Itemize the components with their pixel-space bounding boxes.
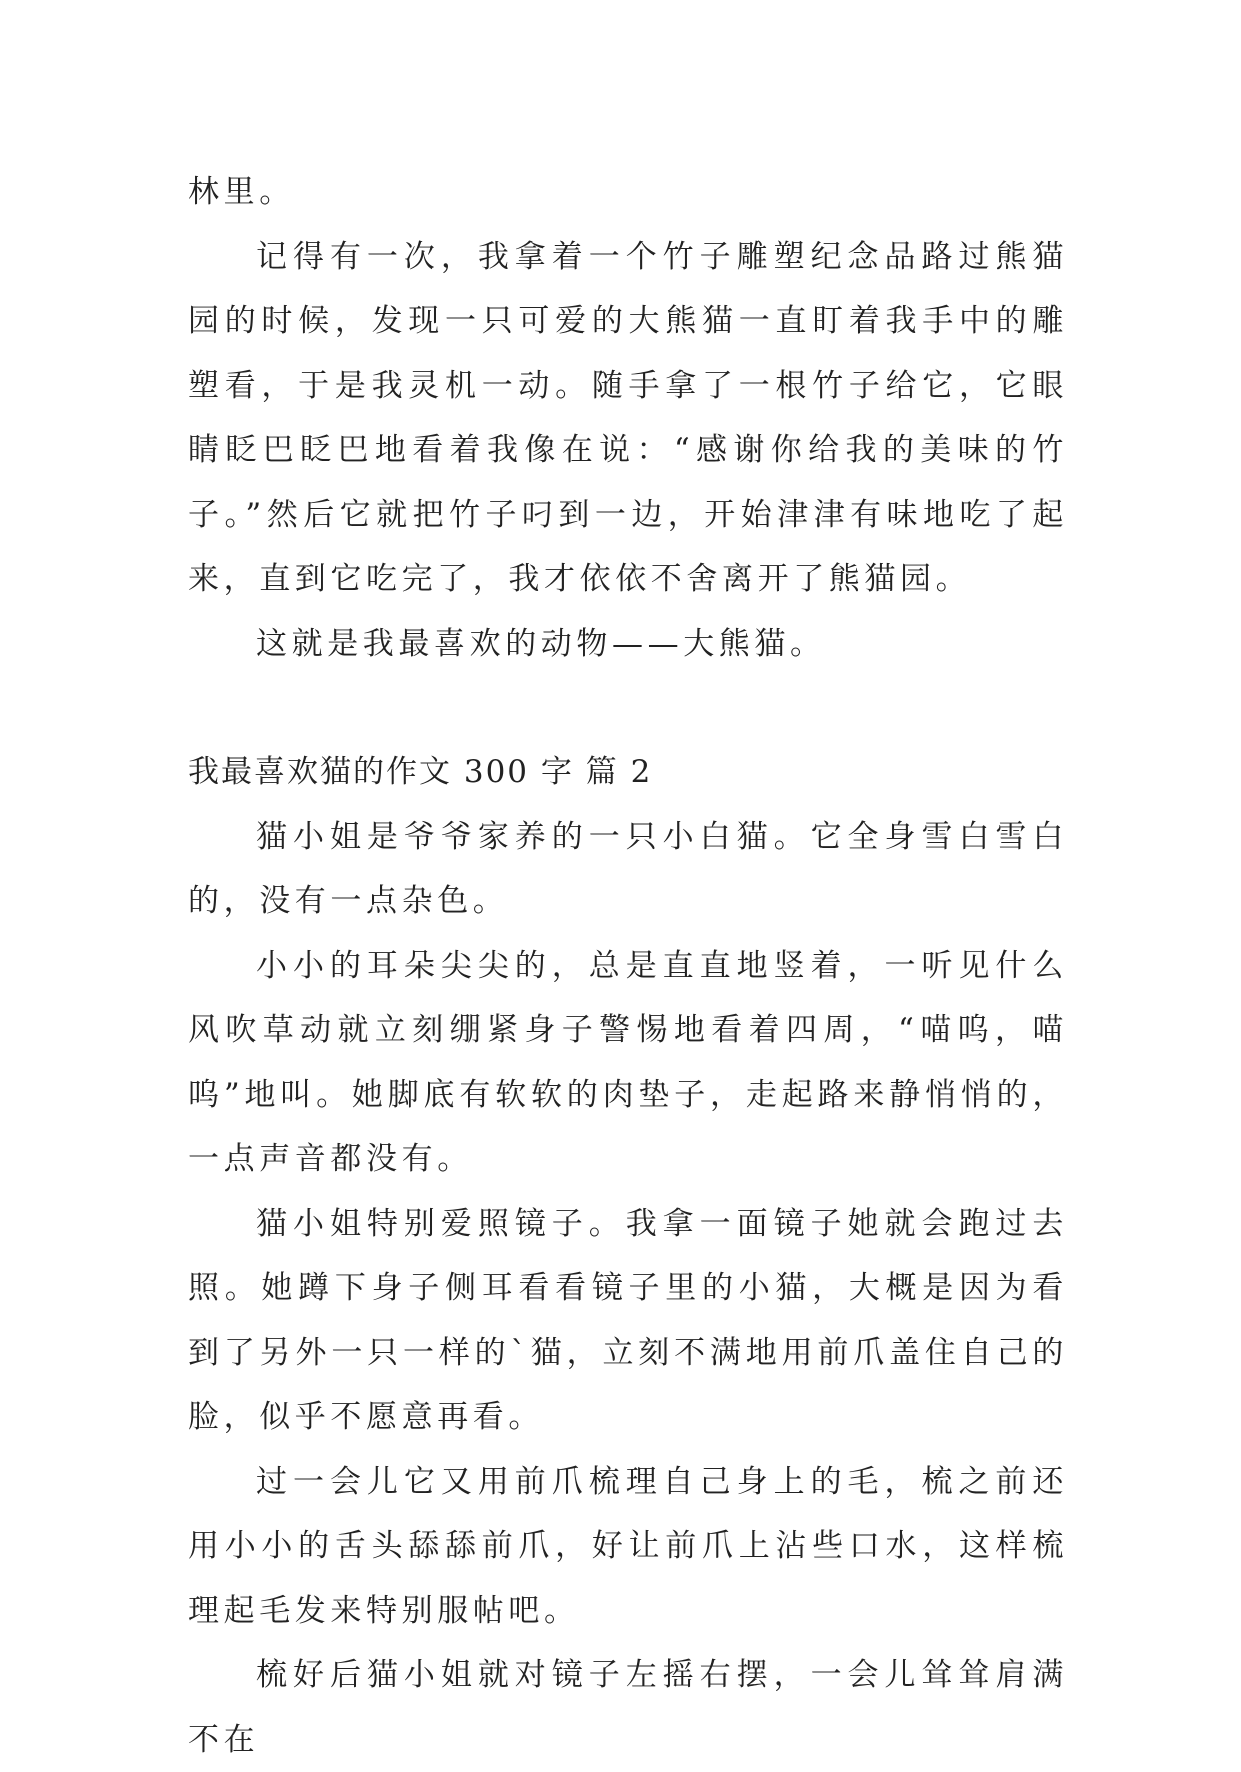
paragraph-panda-conclusion: 这就是我最喜欢的动物——大熊猫。 — [256, 625, 826, 662]
document-body — [188, 160, 1068, 1772]
paragraph-cat-grooming: 过一会儿它又用前爪梳理自己身上的毛，梳之前还用小小的舌头舔舔前爪，好让前爪上沾些口水，这样梳理起毛发来特别服帖吧。 — [188, 1463, 1068, 1629]
paragraph-cat-posing: 梳好后猫小姐就对镜子左摇右摆，一会儿耸耸肩满不在 — [188, 1657, 1068, 1758]
paragraph-cat-intro: 猫小姐是爷爷家养的一只小白猫。它全身雪白雪白的，没有一点杂色。 — [188, 818, 1068, 919]
section-spacer — [188, 676, 1068, 740]
paragraph-panda-story: 记得有一次，我拿着一个竹子雕塑纪念品路过熊猫园的时候，发现一只可爱的大熊猫一直盯着我手中的雕塑看，于是我灵机一动。随手拿了一根竹子给它，它眼睛眨巴眨巴地看着我像在说：“感谢你给我的美味的竹子。”然后它就把竹子叼到一边，开始津津有味地吃了起来，直到它吃完了，我才依依不舍离开了熊猫园。 — [188, 238, 1068, 597]
paragraph-continuation: 林里。 — [188, 174, 295, 210]
section-heading: 我最喜欢猫的作文 300 字 篇 2 — [188, 754, 653, 790]
paragraph-cat-ears: 小小的耳朵尖尖的，总是直直地竖着，一听见什么风吹草动就立刻绷紧身子警惕地看着四周，“喵呜，喵呜”地叫。她脚底有软软的肉垫子，走起路来静悄悄的，一点声音都没有。 — [188, 947, 1068, 1177]
paragraph-cat-mirror: 猫小姐特别爱照镜子。我拿一面镜子她就会跑过去照。她蹲下身子侧耳看看镜子里的小猫，大概是因为看到了另外一只一样的`猫，立刻不满地用前爪盖住自己的脸，似乎不愿意再看。 — [188, 1205, 1068, 1435]
